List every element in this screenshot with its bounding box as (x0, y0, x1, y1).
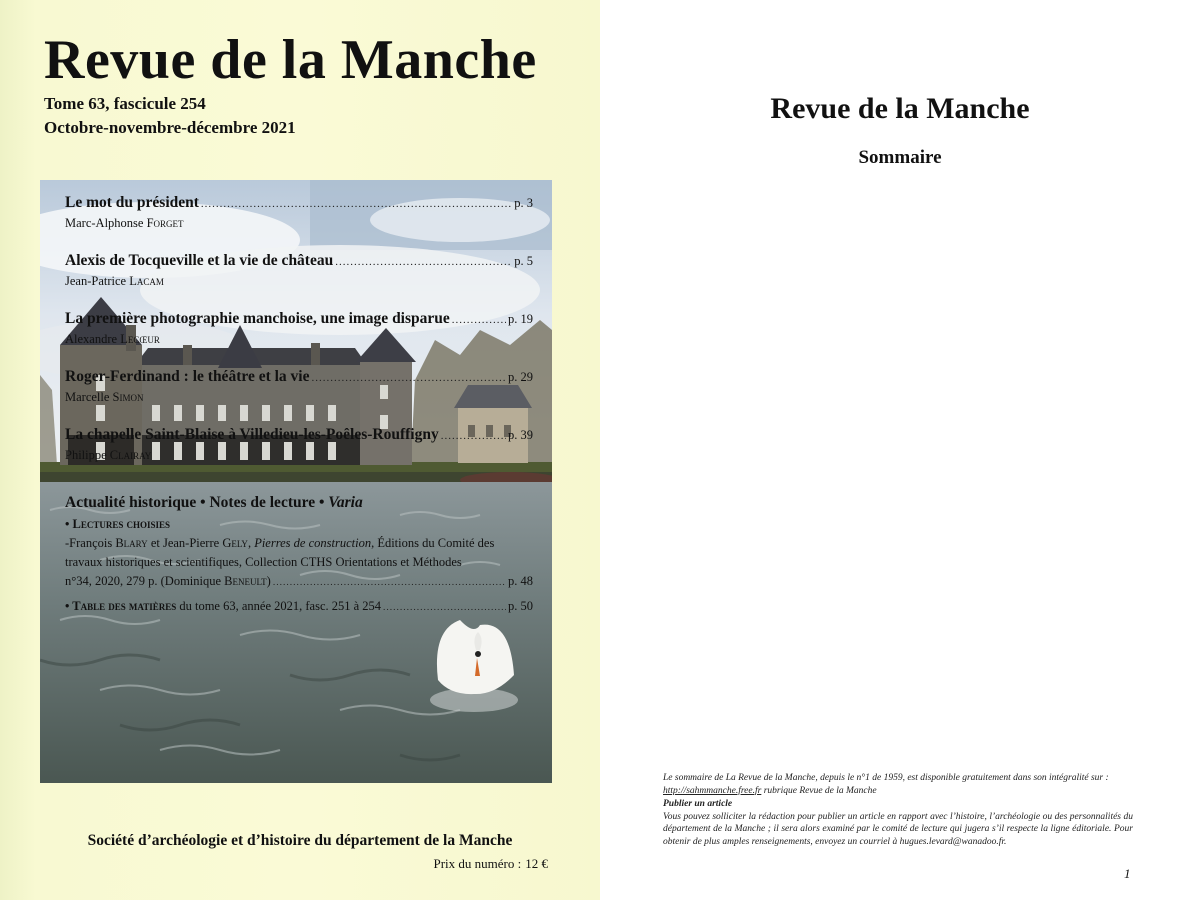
cover-period: Octobre-novembre-décembre 2021 (44, 118, 296, 137)
entry-page: p. 39 (508, 428, 533, 442)
dot-leader (452, 314, 506, 326)
dot-leader (312, 372, 507, 384)
footnote-block (663, 772, 1133, 848)
lectures-label: • Lectures choisies (65, 517, 170, 531)
price-label: Prix du numéro : (433, 856, 522, 871)
entry-author: Philippe Clairay (65, 448, 152, 462)
book-review-entry[interactable] (65, 534, 533, 593)
dot-leader (383, 603, 506, 613)
section-heading: Actualité historique • Notes de lecture • Varia (65, 494, 363, 511)
publisher-society: Société d’archéologie et d’histoire du département de la Manche (87, 832, 513, 849)
entry-title: La chapelle Saint-Blaise à Villedieu-les-Poêles-Rouffigny (65, 426, 439, 443)
entry-title: Le mot du président (65, 194, 199, 211)
table-of-contents-entry[interactable]: • Table des matières du tome 63, année 2021, fasc. 251 à 254 ..... p. 50 (65, 599, 533, 614)
toc-title: Revue de la Manche (770, 92, 1030, 125)
table-page: p. 50 (508, 599, 533, 613)
toc-entry[interactable] (65, 426, 533, 463)
toc-entry[interactable] (65, 194, 533, 231)
price-value: 12 € (525, 856, 548, 871)
review-line-2: travaux historiques et scientifiques, Collection CTHS Orientations et Méthodes (65, 555, 462, 569)
toc-entry[interactable] (65, 368, 533, 405)
toc-heading: Sommaire (858, 147, 942, 168)
entry-page: p. 5 (514, 254, 533, 268)
cover-title: Revue de la Manche (44, 29, 537, 91)
dot-leader (441, 430, 506, 442)
entry-page: p. 3 (514, 196, 533, 210)
review-page: p. 48 (508, 574, 533, 588)
dot-leader (201, 198, 512, 210)
cover-volume: Tome 63, fascicule 254 (44, 94, 206, 113)
review-line-3: n°34, 2020, 279 p. (Dominique Beneult) ..... p. 48 (65, 572, 533, 593)
table-of-contents-page (600, 0, 1200, 900)
entry-title: Alexis de Tocqueville et la vie de château (65, 252, 334, 269)
entry-title: Roger-Ferdinand : le théâtre et la vie (65, 368, 310, 385)
dot-leader (335, 256, 512, 268)
toc-entry[interactable] (65, 310, 533, 347)
issue-price (434, 856, 549, 872)
publish-heading: Publier un article (663, 799, 733, 809)
entry-author: Marc-Alphonse Forget (65, 216, 184, 230)
publish-text: Vous pouvez solliciter la rédaction pour publier un article en rapport avec l’histoire, l’archéologie ou des personnalités du département de la Manche ; il sera alors examiné par le comité de lecture qui jugera s’il respecte la ligne éditoriale. Pour obtenir de plus amples renseignements, envoyez un courriel à hugues.levard@wanadoo.fr. (663, 811, 1133, 847)
entry-page: p. 29 (508, 370, 533, 384)
footnote-line-1: Le sommaire de La Revue de la Manche, depuis le n°1 de 1959, est disponible gratuitement dans son intégralité sur : (663, 773, 1109, 783)
toc-entry[interactable] (65, 252, 533, 289)
entry-author: Marcelle Simon (65, 390, 144, 404)
entry-author: Alexandre Lecœur (65, 332, 160, 346)
page-number: 1 (1124, 866, 1131, 881)
entry-author: Jean-Patrice Lacam (65, 274, 164, 288)
footnote-line-2: http://sahmmanche.free.fr rubrique Revue de la Manche (663, 785, 877, 796)
dot-leader (273, 574, 506, 593)
entry-title: La première photographie manchoise, une image disparue (65, 310, 450, 327)
toc-section-reviews (65, 494, 533, 614)
site-link[interactable]: http://sahmmanche.free.fr (663, 785, 762, 796)
entry-page: p. 19 (508, 312, 533, 326)
review-line-1: -François Blary et Jean-Pierre Gely, Pierres de construction, Éditions du Comité des (65, 536, 495, 550)
